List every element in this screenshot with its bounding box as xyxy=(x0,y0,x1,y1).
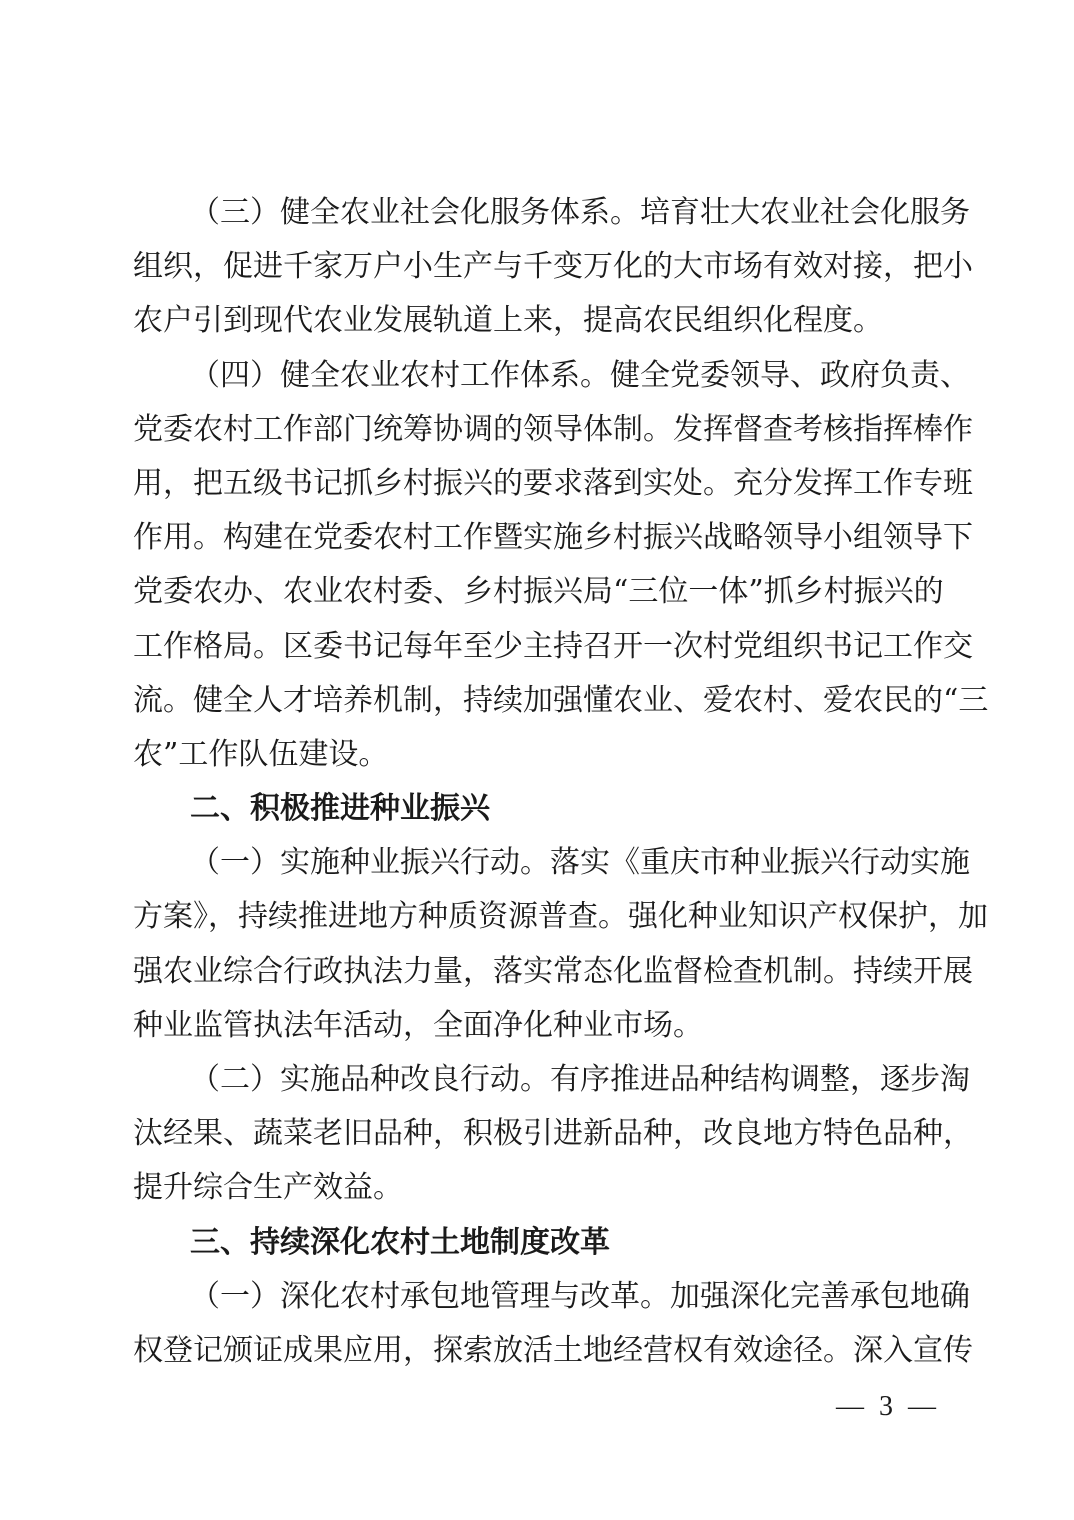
page-number: — 3 — xyxy=(836,1391,940,1422)
section-heading xyxy=(133,792,940,846)
text-line: 用，把五级书记抓乡村振兴的要求落到实处。充分发挥工作专班 xyxy=(133,465,973,501)
section-heading xyxy=(133,1226,940,1280)
paragraph xyxy=(133,195,973,359)
text-line: 流。健全人才培养机制，持续加强懂农业、爱农村、爱农民的“三 xyxy=(133,682,989,718)
text-line: 农”工作队伍建设。 xyxy=(133,736,389,772)
text-line: 党委农办、农业农村委、乡村振兴局“三位一体”抓乡村振兴的 xyxy=(133,574,944,610)
text-line: 提升综合生产效益。 xyxy=(133,1170,403,1206)
text-line: （三）健全农业社会化服务体系。培育壮大农业社会化服务 xyxy=(190,195,970,230)
text-line: 作用。构建在党委农村工作暨实施乡村振兴战略领导小组领导下 xyxy=(133,520,973,556)
paragraph xyxy=(133,357,989,793)
text-line: 三、持续深化农村土地制度改革 xyxy=(190,1224,610,1260)
paragraph xyxy=(133,1062,973,1226)
text-line: 权登记颁证成果应用，探索放活土地经营权有效途径。深入宣传 xyxy=(133,1332,973,1368)
text-line: （一）深化农村承包地管理与改革。加强深化完善承包地确 xyxy=(190,1278,970,1314)
text-line: （四）健全农业农村工作体系。健全党委领导、政府负责、 xyxy=(190,357,970,393)
text-line: 二、积极推进种业振兴 xyxy=(190,791,490,827)
text-line: 组织，促进千家万户小生产与千变万化的大市场有效对接，把小 xyxy=(133,249,973,285)
text-line: 方案》，持续推进地方种质资源普查。强化种业知识产权保护，加 xyxy=(133,899,988,935)
paragraph xyxy=(133,1278,973,1388)
text-line: 强农业综合行政执法力量，落实常态化监督检查机制。持续开展 xyxy=(133,953,973,989)
text-line: 种业监管执法年活动，全面净化种业市场。 xyxy=(133,1007,703,1043)
text-line: （一）实施种业振兴行动。落实《重庆市种业振兴行动实施 xyxy=(190,845,970,881)
text-line: 党委农村工作部门统筹协调的领导体制。发挥督查考核指挥棒作 xyxy=(133,411,973,447)
document-body xyxy=(133,195,989,1388)
text-line: 农户引到现代农业发展轨道上来，提高农民组织化程度。 xyxy=(133,303,883,339)
text-line: 汰经果、蔬菜老旧品种，积极引进新品种，改良地方特色品种， xyxy=(133,1116,973,1152)
text-line: 工作格局。区委书记每年至少主持召开一次村党组织书记工作交 xyxy=(133,628,973,664)
paragraph xyxy=(133,845,988,1063)
text-line: （二）实施品种改良行动。有序推进品种结构调整，逐步淘 xyxy=(190,1062,970,1097)
